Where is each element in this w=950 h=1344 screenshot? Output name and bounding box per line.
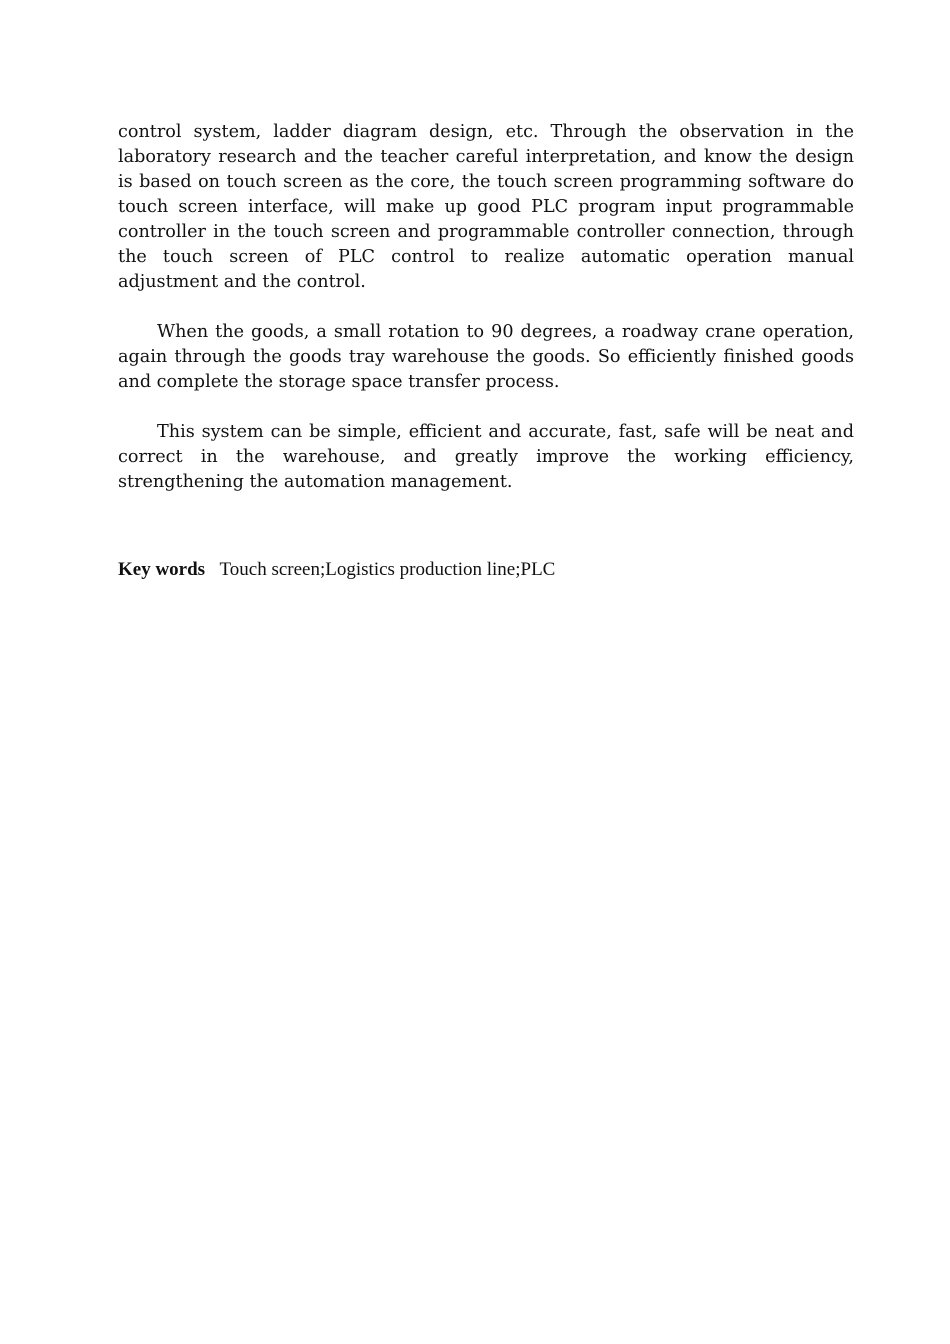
paragraph-goods-rotation: When the goods, a small rotation to 90 degrees, a roadway crane operation, again through the goods tray warehouse the goods. So efficiently finished goods and complete the storage space transfer process. bbox=[118, 322, 854, 392]
paragraph-continuation: control system, ladder diagram design, etc. Through the observation in the laboratory research and the teacher careful interpretation, and know the design is based on touch screen as the core, the touch screen programming software do touch screen interface, will make up good PLC program input programmable controller in the touch screen and programmable controller connection, through the touch screen of PLC control to realize automatic operation manual adjustment and the control. bbox=[118, 122, 854, 292]
keywords-label: Key words bbox=[118, 559, 206, 580]
abstract-body bbox=[118, 120, 854, 520]
keywords-line bbox=[118, 557, 854, 582]
keywords-value: Touch screen;Logistics production line;PLC bbox=[219, 559, 556, 580]
paragraph-system-benefits: This system can be simple, efficient and accurate, fast, safe will be neat and correct in the warehouse, and greatly improve the working efficiency, strengthening the automation management. bbox=[118, 422, 854, 492]
